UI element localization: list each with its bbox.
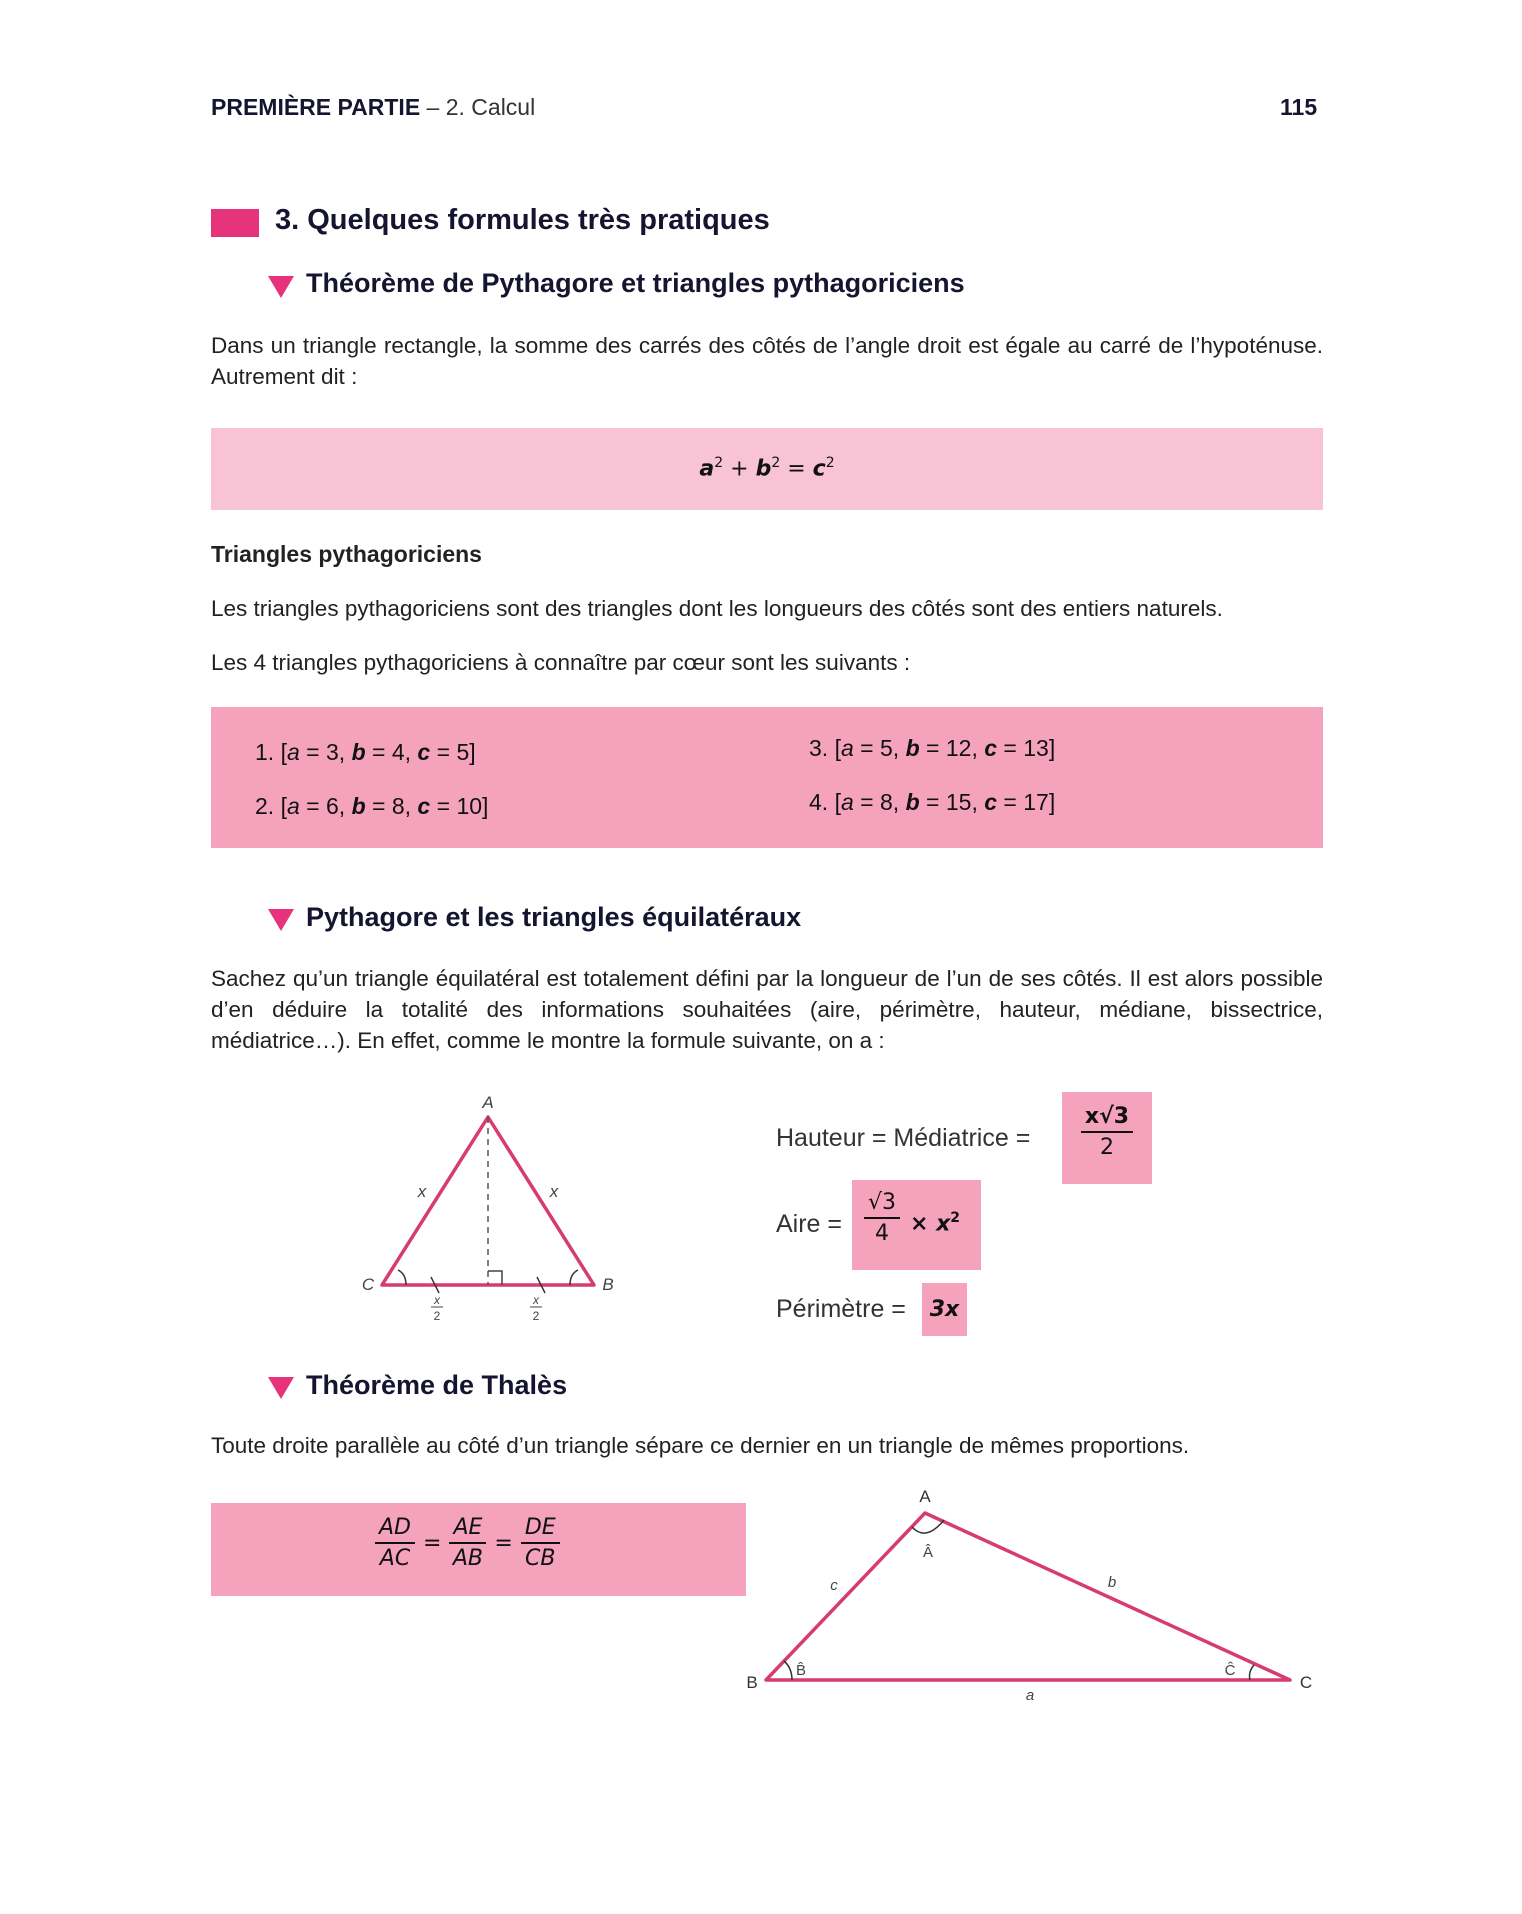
half-num-right: x [533, 1293, 539, 1307]
hauteur-label: Hauteur = Médiatrice = [776, 1124, 1031, 1152]
angle-arc-b [784, 1661, 792, 1680]
vertex-c-label: C [1299, 1673, 1313, 1692]
hauteur-fraction: $\frac{x√3}{2}$ [1062, 1104, 1152, 1160]
perimetre-box [922, 1283, 967, 1336]
perimetre-value: 3x [929, 1297, 960, 1322]
pythagore-list-intro: Les 4 triangles pythagoriciens à connaître par cœur sont les suivants : [211, 650, 911, 675]
triangle-bullet-icon [268, 909, 294, 931]
hauteur-box [1062, 1092, 1152, 1184]
triple-item: 2. [a = 6, b = 8, c = 10] [255, 793, 489, 819]
equilateral-triangle-figure [340, 1080, 640, 1340]
angle-arc-c [398, 1270, 406, 1285]
equilateral-text: Sachez qu’un triangle équilatéral est totalement défini par la longueur de l’un de ses côtés. Il est alors possible d’en déduire la totalité des informations souhaitées (aire, périmètre, hauteur, médiane, bissectrice, médiatrice…). En effet, comme le montre la formule suivante, on a : [211, 966, 1323, 1053]
aire-label: Aire = [776, 1210, 843, 1238]
vertex-b-label: B [746, 1673, 758, 1692]
triple-item: 3. [a = 5, b = 12, c = 13] [809, 735, 1056, 761]
side-label-left: x [417, 1182, 427, 1201]
thales-formula-box [211, 1503, 746, 1596]
half-num-left: x [434, 1293, 440, 1307]
aire-times: × $x^2$ [910, 1210, 961, 1237]
right-angle-mark [488, 1271, 502, 1285]
thales-fraction: $\frac{AD}{AC}$ [375, 1515, 415, 1571]
vertex-a-label: A [919, 1487, 931, 1506]
triples-box [211, 707, 1323, 848]
triangle-bullet-icon [268, 1377, 294, 1399]
equals-sign: = [423, 1530, 442, 1556]
subsection-title-pythagore: Théorème de Pythagore et triangles pythagoriciens [306, 268, 965, 298]
angle-arc-b [570, 1270, 578, 1285]
running-header [211, 94, 535, 121]
page-number: 115 [1280, 94, 1318, 120]
thales-fraction: $\frac{DE}{CB}$ [521, 1515, 560, 1571]
vertex-c-label: C [361, 1275, 375, 1294]
side-label-right: x [549, 1182, 559, 1201]
section-marker [211, 209, 259, 237]
subsection-title-equilateral: Pythagore et les triangles équilatéraux [306, 902, 802, 932]
pythagore-formula: $a^2 + b^2 = c^2$ [699, 455, 835, 482]
thales-triangle-figure [740, 1480, 1320, 1710]
thales-fraction: $\frac{AE}{AB}$ [449, 1515, 486, 1571]
part-label: PREMIÈRE PARTIE [211, 94, 421, 120]
subheading-triangles-pythagoriciens: Triangles pythagoriciens [211, 541, 482, 567]
chapter-label: – 2. Calcul [420, 94, 536, 120]
angle-b-label: B̂ [795, 1662, 807, 1679]
aire-fraction: $\frac{√3}{4}$ [864, 1190, 900, 1246]
half-den-left: 2 [433, 1309, 441, 1323]
angle-arc-c [1250, 1665, 1255, 1680]
pythagore-intro: Dans un triangle rectangle, la somme des carrés des côtés de l’angle droit est égale au carré de l’hypoténuse. Autrement dit : [211, 333, 1323, 389]
subsection-title-thales: Théorème de Thalès [306, 1370, 568, 1400]
aire-box [852, 1180, 981, 1270]
equals-sign: = [494, 1530, 513, 1556]
half-den-right: 2 [532, 1309, 540, 1323]
section-title: 3. Quelques formules très pratiques [275, 204, 770, 236]
side-c-label: c [830, 1577, 838, 1594]
thales-text: Toute droite parallèle au côté d’un triangle sépare ce dernier en un triangle de mêmes proportions. [211, 1433, 1190, 1458]
vertex-b-label: B [602, 1275, 614, 1294]
perimetre-label: Périmètre = [776, 1295, 906, 1323]
triangle-outline [766, 1513, 1290, 1680]
triple-item: 1. [a = 3, b = 4, c = 5] [255, 739, 476, 765]
vertex-a-label: A [482, 1093, 494, 1112]
pythagore-definition: Les triangles pythagoriciens sont des triangles dont les longueurs des côtés sont des entiers naturels. [211, 596, 1223, 621]
angle-c-label: Ĉ [1224, 1662, 1236, 1679]
side-a-label: a [1025, 1687, 1035, 1704]
thales-formula [375, 1515, 560, 1571]
angle-a-label: Â [922, 1544, 934, 1561]
pythagore-formula-box [211, 428, 1323, 510]
side-b-label: b [1107, 1574, 1117, 1591]
triple-item: 4. [a = 8, b = 15, c = 17] [809, 789, 1056, 815]
triangle-bullet-icon [268, 276, 294, 298]
